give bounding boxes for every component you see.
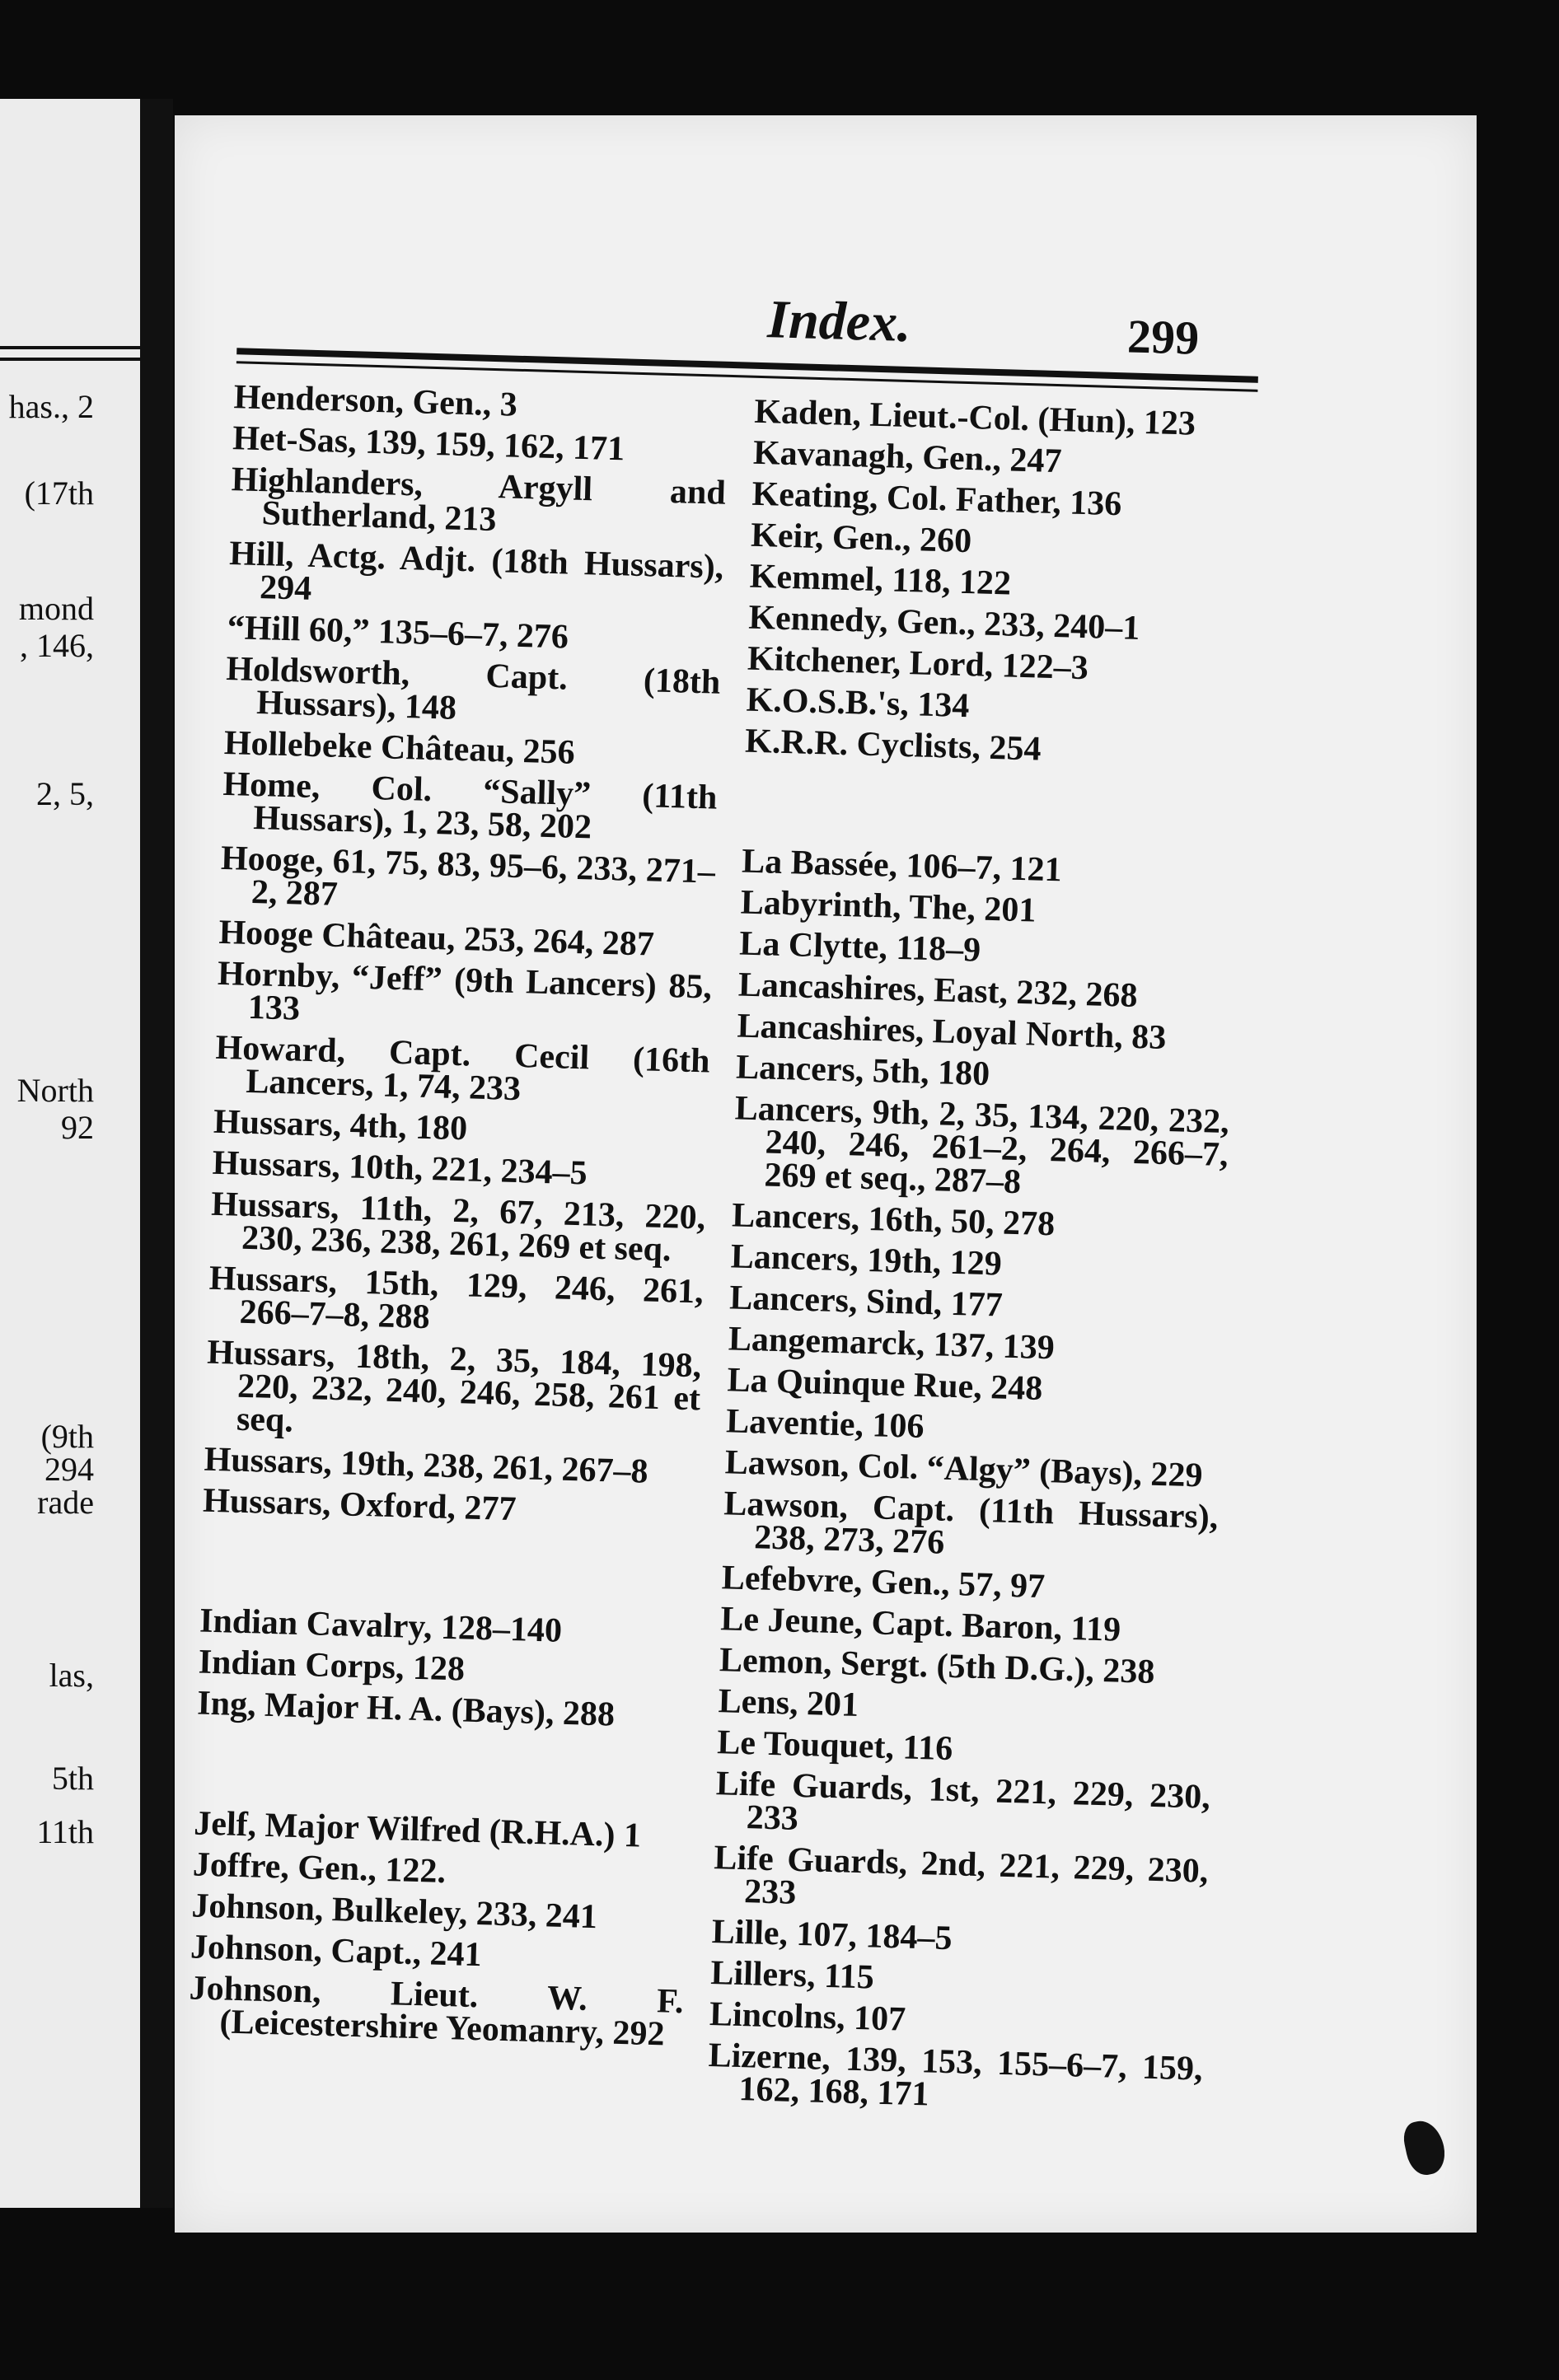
index-entry: Hooge Château, 253, 264, 287: [218, 913, 655, 964]
index-entry: Lancers, 19th, 129: [730, 1237, 1003, 1284]
previous-page-fragment: (17th: [24, 475, 94, 512]
index-entry: Hussars, 18th, 2, 35, 184, 198, 220, 232, 240, 246, 258, 261 et seq.: [206, 1333, 702, 1440]
previous-page-fragment: (9th: [40, 1418, 94, 1455]
index-entry: Hussars, Oxford, 277: [202, 1481, 517, 1529]
index-entry: Lillers, 115: [709, 1954, 875, 1997]
index-entry: Keir, Gen., 260: [750, 516, 972, 561]
index-entry: Lens, 201: [718, 1682, 859, 1724]
index-entry: Kaden, Lieut.-Col. (Hun), 123: [753, 392, 1196, 443]
previous-page-fragment: , 146,: [20, 627, 94, 664]
index-entry: Johnson, Lieut. W. F. (Leicestershire Yeomanry, 292: [189, 1969, 685, 2054]
page-number: 299: [1126, 309, 1201, 365]
previous-page-fragment: 11th: [36, 1813, 94, 1850]
index-entry: Lemon, Sergt. (5th D.G.), 238: [719, 1641, 1156, 1691]
index-entry: Life Guards, 2nd, 221, 229, 230, 233: [713, 1839, 1209, 1912]
index-entry: Hussars, 4th, 180: [213, 1102, 468, 1148]
previous-page: [0, 99, 140, 2208]
index-entry: Le Touquet, 116: [716, 1723, 953, 1769]
index-entry: Hussars, 15th, 129, 246, 261, 266–7–8, 288: [208, 1259, 705, 1337]
index-entry: Holdsworth, Capt. (18th Hussars), 148: [225, 650, 721, 727]
index-entry: Lancers, 16th, 50, 278: [731, 1196, 1056, 1244]
index-entry: Hussars, 10th, 221, 234–5: [212, 1143, 588, 1193]
index-entry: Jelf, Major Wilfred (R.H.A.) 1: [193, 1804, 642, 1855]
index-entry: Kavanagh, Gen., 247: [752, 433, 1063, 481]
page-content: [143, 100, 1504, 2252]
index-entry: Kennedy, Gen., 233, 240–1: [747, 598, 1140, 648]
previous-page-fragment: 294: [44, 1451, 94, 1488]
previous-page-fragment: 5th: [51, 1760, 94, 1797]
index-entry: Lawson, Capt. (11th Hussars), 238, 273, 276: [723, 1485, 1219, 1562]
index-entry: “Hill 60,” 135–6–7, 276: [227, 609, 569, 657]
index-entry: Le Jeune, Capt. Baron, 119: [719, 1600, 1121, 1649]
index-entry: Hooge, 61, 75, 83, 95–6, 233, 271–2, 287: [220, 839, 716, 914]
page-title: Index.: [766, 289, 912, 354]
previous-page-rule: [0, 358, 140, 361]
index-entry: Lefebvre, Gen., 57, 97: [721, 1559, 1046, 1606]
index-entry: Johnson, Capt., 241: [190, 1928, 483, 1975]
index-entry: Hussars, 11th, 2, 67, 213, 220, 230, 236, 238, 261, 269 et seq.: [210, 1185, 706, 1269]
index-entry: Kemmel, 118, 122: [749, 557, 1012, 603]
index-entry: Howard, Capt. Cecil (16th Lancers, 1, 74, 233: [215, 1028, 711, 1109]
index-entry: Keating, Col. Father, 136: [751, 475, 1122, 524]
index-entry: La Bassée, 106–7, 121: [741, 842, 1063, 890]
index-entry: La Quinque Rue, 248: [726, 1361, 1043, 1408]
index-entry: Johnson, Bulkeley, 233, 241: [190, 1887, 598, 1937]
index-entry: Indian Corps, 128: [198, 1643, 466, 1689]
index-entry: Ing, Major H. A. (Bays), 288: [196, 1684, 616, 1734]
index-entry: Lancers, 5th, 180: [735, 1048, 990, 1094]
index-entry: Labyrinth, The, 201: [740, 883, 1037, 930]
index-entry: Lizerne, 139, 153, 155–6–7, 159, 162, 168, 171: [708, 2036, 1204, 2114]
index-entry: Hill, Actg. Adjt. (18th Hussars), 294: [228, 535, 724, 608]
index-column-right: [707, 392, 1249, 2127]
index-entry: Lancers, Sind, 177: [728, 1279, 1004, 1325]
previous-page-fragment: has., 2: [8, 388, 94, 425]
index-entry: Indian Cavalry, 128–140: [199, 1601, 563, 1650]
index-entry: Kitchener, Lord, 122–3: [747, 639, 1089, 688]
index-entry: Joffre, Gen., 122.: [192, 1845, 447, 1891]
index-entry: Hornby, “Jeff” (9th Lancers) 85, 133: [217, 954, 713, 1028]
previous-page-fragment: 92: [61, 1109, 94, 1146]
previous-page-rule: [0, 346, 140, 349]
index-entry: K.O.S.B.'s, 134: [746, 680, 970, 726]
index-column-left: [188, 378, 728, 2060]
previous-page-fragment: mond: [18, 590, 94, 627]
index-entry: Het-Sas, 139, 159, 162, 171: [232, 419, 625, 469]
index-entry: Lincolns, 107: [709, 1995, 906, 2039]
index-entry: Lancashires, East, 232, 268: [737, 966, 1139, 1016]
index-entry: Lille, 107, 184–5: [711, 1913, 953, 1958]
previous-page-fragment: North: [16, 1072, 94, 1109]
index-entry: Highlanders, Argyll and Sutherland, 213: [231, 461, 727, 540]
index-entry: Lancashires, Loyal North, 83: [736, 1007, 1167, 1058]
index-entry: Hollebeke Château, 256: [223, 723, 576, 772]
previous-page-fragment: rade: [37, 1484, 94, 1521]
previous-page-fragment: 2, 5,: [36, 775, 94, 812]
index-entry: La Clytte, 118–9: [738, 924, 981, 970]
index-entry: K.R.R. Cyclists, 254: [744, 722, 1042, 769]
index-entry: Hussars, 19th, 238, 261, 267–8: [204, 1440, 649, 1491]
index-entry: Life Guards, 1st, 221, 229, 230, 233: [715, 1765, 1211, 1838]
previous-page-fragment: las,: [49, 1657, 94, 1694]
index-entry: Lancers, 9th, 2, 35, 134, 220, 232, 240, 246, 261–2, 264, 266–7, 269 et seq., 287–8: [734, 1089, 1230, 1202]
index-entry: Home, Col. “Sally” (11th Hussars), 1, 23, 58, 202: [222, 764, 718, 847]
index-page: [175, 115, 1477, 2233]
index-entry: Lawson, Col. “Algy” (Bays), 229: [724, 1443, 1204, 1495]
index-entry: Langemarck, 137, 139: [728, 1320, 1056, 1368]
index-entry: Laventie, 106: [725, 1402, 925, 1446]
index-entry: Henderson, Gen., 3: [233, 378, 518, 424]
